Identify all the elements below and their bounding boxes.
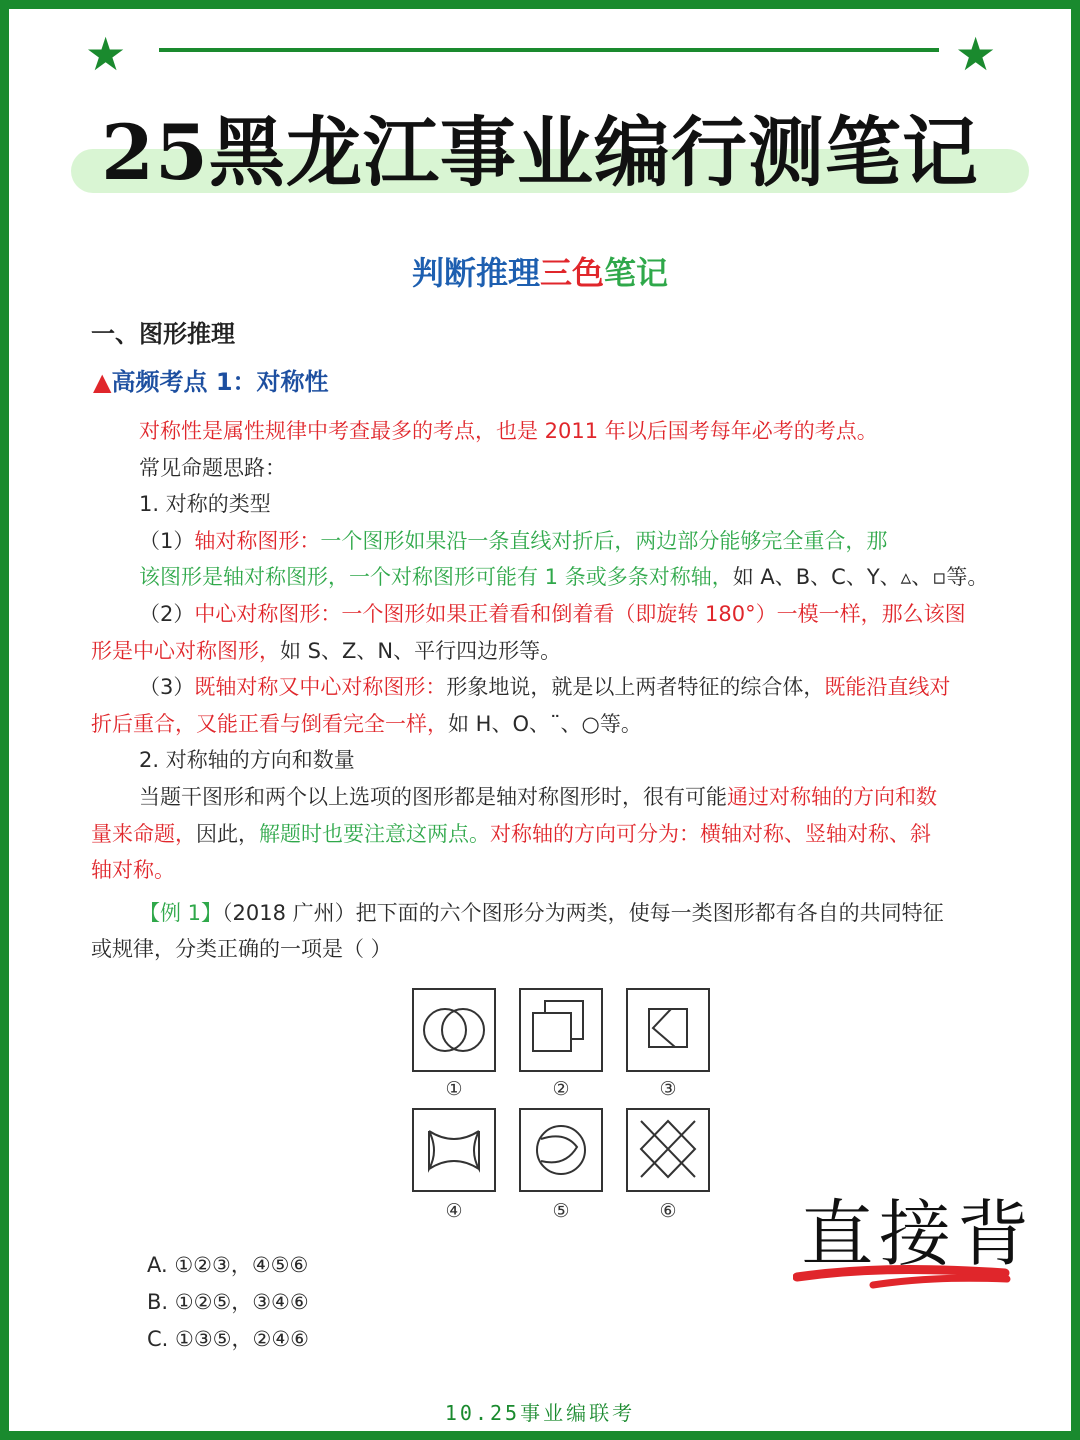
subtitle-part-green: 笔记 [604,254,669,292]
section-heading: 一、图形推理 [91,320,235,348]
section-2-line-3: 轴对称。 [91,858,175,883]
figure-label-3: ③ [659,1078,677,1100]
subtitle-part-red: 三色 [539,254,604,292]
intro-line: 对称性是属性规律中考查最多的考点，也是 2011 年以后国考每年必考的考点。 [139,419,878,443]
star-icon: ★ [85,27,127,81]
figure-1-circle-left [424,1009,466,1051]
figure-2-square-front [533,1013,571,1051]
choice-a: A. ①②③，④⑤⑥ [147,1253,309,1277]
star-icon: ★ [955,27,997,81]
keypoint-heading [93,365,329,399]
figure-label-2: ② [552,1078,570,1100]
figure-1-circle-right [442,1009,484,1051]
axis-symmetry-line-1: （1）轴对称图形：一个图形如果沿一条直线对折后，两边部分能够完全重合，那 [139,528,888,553]
section-2-line-2: 量来命题，因此，解题时也要注意这两点。对称轴的方向可分为：横轴对称、竖轴对称、斜 [91,821,931,846]
figure-3-bent-line [653,1009,675,1047]
figure-5-curve [541,1136,577,1162]
subtitle [9,253,1071,293]
figure-svg [405,981,717,1227]
axis-symmetry-term: 轴对称图形： [194,528,321,553]
both-symmetry-term: 既轴对称又中心对称图形： [194,675,447,700]
figure-grid [405,981,717,1227]
axis-symmetry-line-2: 该图形是轴对称图形，一个对称图形可能有 1 条或多条对称轴，如 A、B、C、Y、▵、▫等。 [139,565,989,590]
figure-label-4: ④ [445,1200,463,1222]
both-symmetry-line-1: （3）既轴对称又中心对称图形：形象地说，就是以上两者特征的综合体，既能沿直线对 [139,675,951,700]
figure-box-1 [413,989,495,1071]
figure-box-4 [413,1109,495,1191]
ideas-line: 常见命题思路： [139,455,286,480]
center-symmetry-line-2: 形是中心对称图形，如 S、Z、N、平行四边形等。 [91,638,562,663]
keypoint-label: 高频考点 1：对称性 [111,368,329,396]
answer-choices [147,1247,309,1358]
triangle-icon: ▲ [93,368,112,396]
figure-label-5: ⑤ [552,1200,570,1222]
example-tag: 【例 1】 [139,900,223,925]
figure-box-3 [627,989,709,1071]
figure-4-bowtie [429,1131,479,1169]
footer-text: 10.25事业编联考 [444,1401,636,1425]
header-rule [159,48,939,52]
example-line-2: 或规律，分类正确的一项是（ ） [91,937,392,962]
section-2-line-1: 当题干图形和两个以上选项的图形都是轴对称图形时，很有可能通过对称轴的方向和数 [139,784,937,809]
figure-label-1: ① [445,1078,463,1100]
example-line-1: 【例 1】（2018 广州）把下面的六个图形分为两类，使每一类图形都有各自的共同特征 [139,900,944,925]
center-symmetry-line-1: （2）中心对称图形：一个图形如果正着看和倒着看（即旋转 180°）一模一样，那么该图 [139,601,966,626]
notes-body [91,413,1011,968]
choice-c: C. ①③⑤，②④⑥ [147,1327,309,1351]
memorize-stamp [793,1189,1036,1299]
figure-box-5 [520,1109,602,1191]
both-symmetry-line-2: 折后重合，又能正看与倒看完全一样，如 H、O、¨、○等。 [91,711,642,736]
center-symmetry-term: 中心对称图形： [194,601,342,626]
figure-5-circle [537,1126,585,1174]
stamp-text: 直接背 [801,1192,1036,1276]
figure-label-6: ⑥ [659,1200,677,1222]
section-1-heading: 1. 对称的类型 [139,492,271,517]
page-title: 25黑龙江事业编行测笔记 [101,108,979,197]
section-2-heading: 2. 对称轴的方向和数量 [139,748,355,773]
subtitle-part-blue: 判断推理 [411,254,540,292]
choice-b: B. ①②⑤，③④⑥ [147,1290,309,1314]
